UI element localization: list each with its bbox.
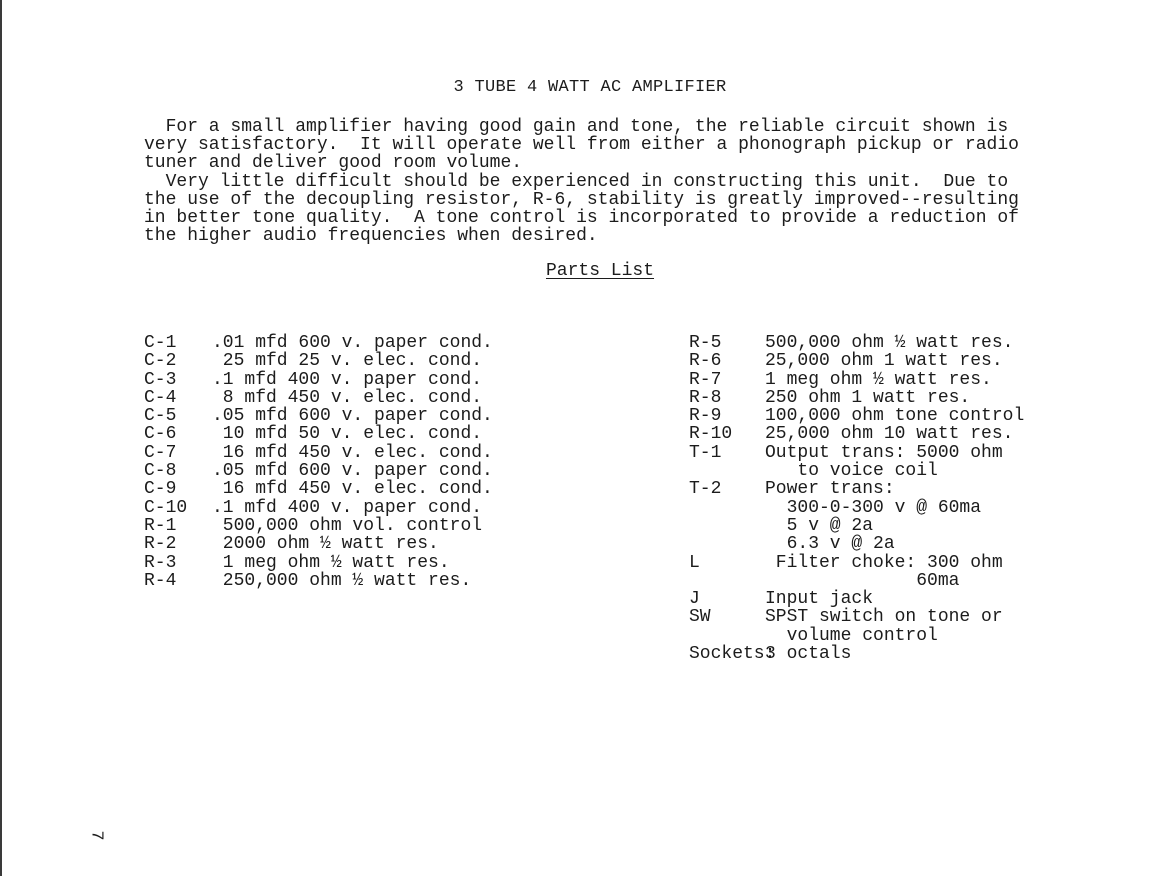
- part-description: Filter choke: 300 ohm: [765, 552, 1003, 573]
- part-reference: R-1: [144, 515, 177, 536]
- part-reference: C-6: [144, 424, 177, 445]
- parts-list-right-column: [689, 334, 1024, 663]
- part-reference: T-2: [689, 479, 722, 500]
- part-reference: R-9: [689, 406, 722, 427]
- part-description: to voice coil: [765, 461, 938, 482]
- part-description: 1 meg ohm ½ watt res.: [212, 552, 450, 573]
- part-reference: L: [689, 552, 700, 573]
- part-reference: C-7: [144, 442, 177, 463]
- part-reference: J: [689, 589, 700, 610]
- paragraph-line: tuner and deliver good room volume.: [144, 153, 523, 173]
- part-description: 100,000 ohm tone control: [765, 406, 1025, 427]
- part-reference: [689, 572, 765, 590]
- part-reference: R-8: [689, 387, 722, 408]
- part-reference: [689, 517, 765, 535]
- part-row: [689, 535, 1024, 553]
- part-description: 6.3 v @ 2a: [765, 534, 895, 555]
- part-row: [689, 389, 1024, 407]
- part-reference: SW: [689, 607, 711, 628]
- document-title: 3 TUBE 4 WATT AC AMPLIFIER: [453, 78, 727, 97]
- part-description: 1 meg ohm ½ watt res.: [765, 369, 992, 390]
- part-description: volume control: [765, 625, 938, 646]
- part-description: Output trans: 5000 ohm: [765, 442, 1003, 463]
- part-reference: C-1: [144, 333, 177, 353]
- part-description: 5 v @ 2a: [765, 515, 874, 536]
- part-row: [689, 480, 1024, 498]
- part-row: [144, 535, 493, 553]
- part-row: [689, 371, 1024, 389]
- part-row: [144, 554, 493, 572]
- part-row: [689, 590, 1024, 608]
- part-row: [144, 517, 493, 535]
- part-reference: R-7: [689, 369, 722, 390]
- part-description: Power trans:: [765, 479, 895, 500]
- part-row: [689, 425, 1024, 443]
- part-reference: C-8: [144, 461, 177, 482]
- part-description: 10 mfd 50 v. elec. cond.: [212, 424, 483, 445]
- part-row: [144, 371, 493, 389]
- part-row: [689, 444, 1024, 462]
- part-description: 25 mfd 25 v. elec. cond.: [212, 351, 483, 372]
- paragraph-line: the use of the decoupling resistor, R-6, stability is greatly improved--resulting: [144, 190, 1019, 210]
- part-description: .05 mfd 600 v. paper cond.: [212, 461, 493, 482]
- part-description: Input jack: [765, 589, 874, 610]
- part-row: [689, 517, 1024, 535]
- paragraph-line: very satisfactory. It will operate well from either a phonograph pickup or radio: [144, 135, 1019, 155]
- part-row: [689, 645, 1024, 663]
- part-reference: R-10: [689, 424, 733, 445]
- part-description: 3 octals: [765, 644, 852, 665]
- part-row: [689, 608, 1024, 626]
- part-description: 300-0-300 v @ 60ma: [765, 497, 982, 518]
- part-row: [689, 407, 1024, 425]
- part-reference: R-6: [689, 351, 722, 372]
- part-description: .1 mfd 400 v. paper cond.: [212, 369, 483, 390]
- part-row: [144, 334, 493, 352]
- part-row: [689, 352, 1024, 370]
- part-description: .1 mfd 400 v. paper cond.: [212, 497, 483, 518]
- part-row: [144, 425, 493, 443]
- part-row: [689, 554, 1024, 572]
- part-description: 25,000 ohm 10 watt res.: [765, 424, 1014, 445]
- parts-list-heading-text: Parts List: [545, 261, 655, 281]
- part-reference: T-1: [689, 442, 722, 463]
- part-reference: C-5: [144, 406, 177, 427]
- part-description: .01 mfd 600 v. paper cond.: [212, 333, 493, 353]
- part-description: 250 ohm 1 watt res.: [765, 387, 971, 408]
- page-number: 7: [86, 830, 106, 841]
- part-row: [144, 407, 493, 425]
- part-row: [689, 499, 1024, 517]
- part-description: 500,000 ohm ½ watt res.: [765, 333, 1014, 353]
- paragraph-line: the higher audio frequencies when desired.: [144, 226, 598, 246]
- part-row: [689, 627, 1024, 645]
- part-description: .05 mfd 600 v. paper cond.: [212, 406, 493, 427]
- part-description: 25,000 ohm 1 watt res.: [765, 351, 1003, 372]
- part-description: 250,000 ohm ½ watt res.: [212, 570, 472, 591]
- part-reference: C-3: [144, 369, 177, 390]
- part-row: [689, 572, 1024, 590]
- part-reference: [689, 627, 765, 645]
- paragraph-line: Very little difficult should be experienced in constructing this unit. Due to: [144, 172, 1009, 192]
- paragraph-line: in better tone quality. A tone control is incorporated to provide a reduction of: [144, 208, 1019, 228]
- part-row: [144, 572, 493, 590]
- part-reference: C-2: [144, 351, 177, 372]
- parts-list-left-column: [144, 334, 493, 590]
- part-row: [689, 334, 1024, 352]
- part-description: 500,000 ohm vol. control: [212, 515, 483, 536]
- part-reference: C-9: [144, 479, 177, 500]
- paragraph-line: For a small amplifier having good gain and tone, the reliable circuit shown is: [144, 117, 1009, 137]
- part-description: 8 mfd 450 v. elec. cond.: [212, 387, 483, 408]
- part-description: 16 mfd 450 v. elec. cond.: [212, 442, 493, 463]
- part-reference: [689, 499, 765, 517]
- part-row: [144, 389, 493, 407]
- part-row: [689, 462, 1024, 480]
- part-row: [144, 462, 493, 480]
- part-reference: C-4: [144, 387, 177, 408]
- part-reference: C-10: [144, 497, 188, 518]
- part-description: 2000 ohm ½ watt res.: [212, 534, 439, 555]
- parts-list-heading: [0, 262, 1157, 280]
- part-row: [144, 480, 493, 498]
- part-reference: R-3: [144, 552, 177, 573]
- part-description: 16 mfd 450 v. elec. cond.: [212, 479, 493, 500]
- part-reference: [689, 535, 765, 553]
- part-reference: Sockets:: [689, 644, 776, 665]
- part-description: SPST switch on tone or: [765, 607, 1003, 628]
- part-row: [144, 444, 493, 462]
- part-row: [144, 352, 493, 370]
- part-reference: R-5: [689, 333, 722, 353]
- part-reference: R-2: [144, 534, 177, 555]
- part-reference: R-4: [144, 570, 177, 591]
- page-edge: [0, 0, 2, 876]
- part-reference: [689, 462, 765, 480]
- part-row: [144, 499, 493, 517]
- part-description: 60ma: [765, 570, 960, 591]
